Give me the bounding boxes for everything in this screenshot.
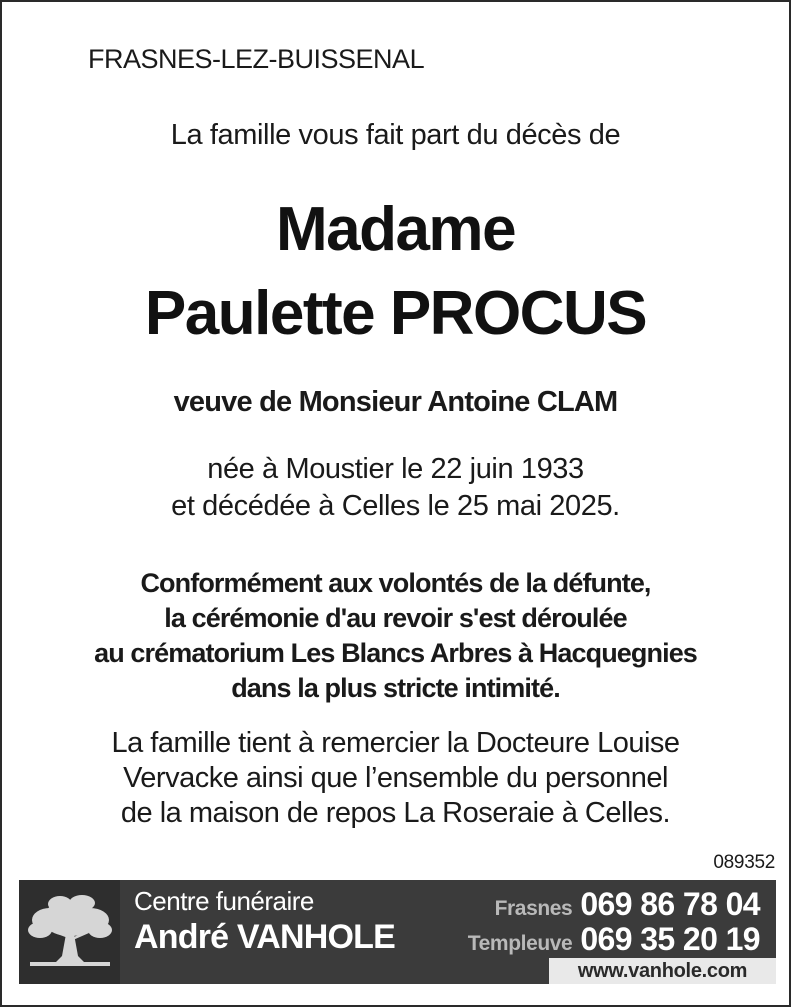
thanks-line: Vervacke ainsi que l’ensemble du personnel <box>123 762 668 794</box>
thanks-paragraph <box>2 726 789 831</box>
phone-row-frasnes <box>468 886 760 921</box>
ceremony-line: Conformément aux volontés de la défunte, <box>140 568 651 598</box>
widow-line: veuve de Monsieur Antoine CLAM <box>173 386 618 418</box>
location-heading: FRASNES-LEZ-BUISSENAL <box>88 44 425 74</box>
ceremony-line: la cérémonie d'au revoir s'est déroulée <box>164 603 627 633</box>
deceased-name-line1: Madame <box>275 195 516 264</box>
phone-row-templeuve <box>468 921 760 956</box>
funeral-home-banner <box>19 880 776 984</box>
thanks-line: de la maison de repos La Roseraie à Celles. <box>120 797 671 829</box>
ceremony-line: dans la plus stricte intimité. <box>231 673 560 703</box>
death-line: et décédée à Celles le 25 mai 2025. <box>171 490 620 522</box>
ceremony-paragraph <box>2 566 789 706</box>
deceased-name-line2: Paulette PROCUS <box>144 279 647 348</box>
birth-line: née à Moustier le 22 juin 1933 <box>207 453 584 485</box>
funeral-home-label: Centre funéraire <box>134 886 314 916</box>
phone-number[interactable]: 069 35 20 19 <box>580 921 760 957</box>
phone-number[interactable]: 069 86 78 04 <box>580 886 760 922</box>
phone-list <box>468 886 760 956</box>
birth-death-dates <box>2 451 789 525</box>
thanks-line: La famille tient à remercier la Docteure Louise <box>111 727 680 759</box>
deceased-name <box>2 188 789 356</box>
phone-city: Frasnes <box>494 897 573 920</box>
reference-number: 089352 <box>713 852 775 873</box>
tree-icon <box>26 890 114 972</box>
funeral-home-logo <box>19 880 120 984</box>
intro-text: La famille vous fait part du décès de <box>170 119 621 151</box>
website-link[interactable]: www.vanhole.com <box>549 958 776 984</box>
ceremony-line: au crématorium Les Blancs Arbres à Hacquegnies <box>94 638 697 668</box>
funeral-home-name: André VANHOLE <box>134 918 395 956</box>
phone-city: Templeuve <box>467 932 573 955</box>
